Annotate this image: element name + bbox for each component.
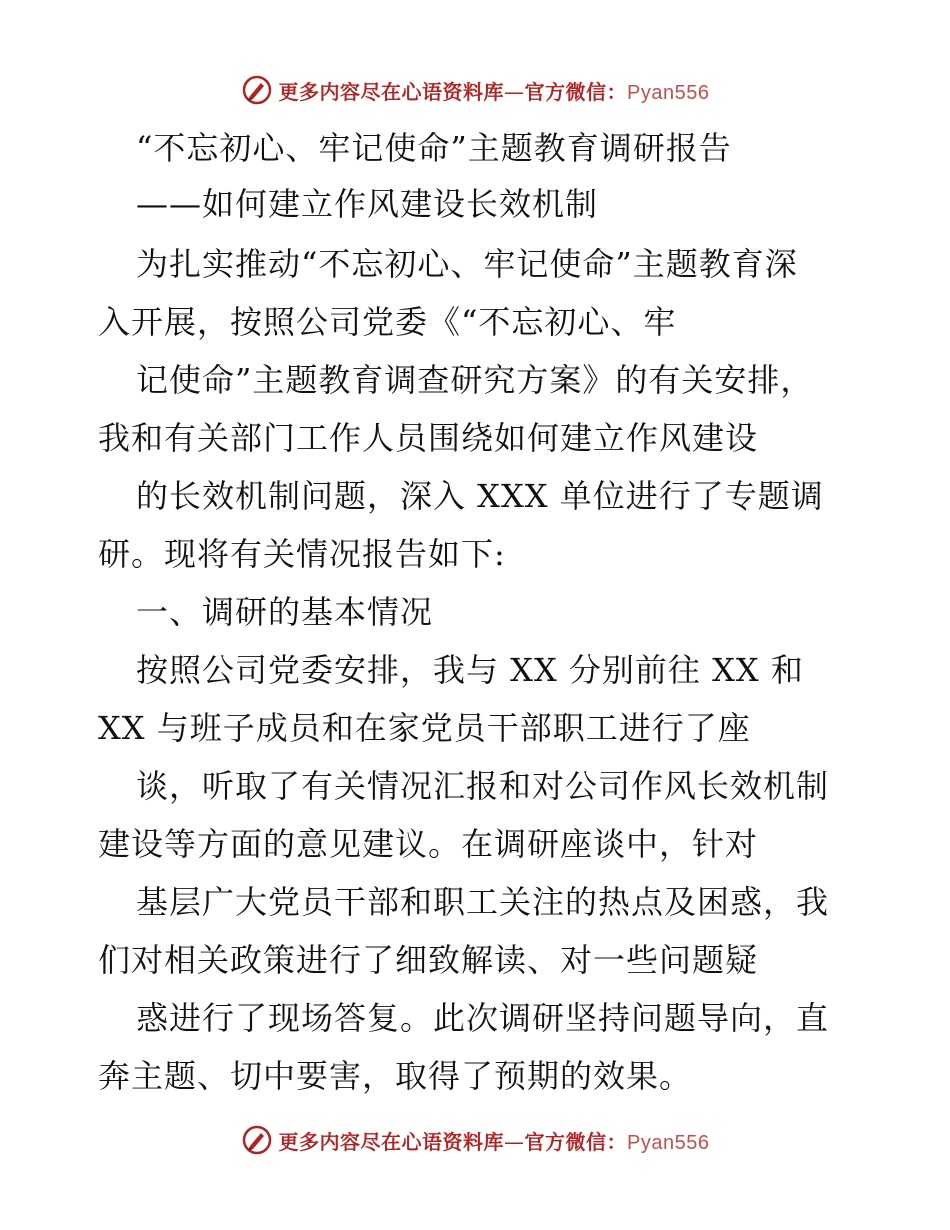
document-subtitle: ——如何建立作风建设长效机制	[136, 185, 599, 223]
watermark-wechat-id: Pyan556	[627, 81, 710, 104]
paragraph-line: 入开展，按照公司党委《“不忘初心、牢	[98, 303, 677, 341]
pen-logo-icon	[241, 74, 273, 106]
paragraph-line: 研。现将有关情况报告如下:	[98, 535, 506, 573]
paragraph-line: XX 与班子成员和在家党员干部职工进行了座	[98, 709, 751, 747]
paragraph-line: 基层广大党员干部和职工关注的热点及困惑，我	[136, 883, 830, 921]
paragraph-line: 们对相关政策进行了细致解读、对一些问题疑	[98, 941, 759, 979]
section-heading: 一、调研的基本情况	[136, 593, 434, 631]
watermark-main-text: 更多内容尽在心语资料库	[278, 1129, 505, 1154]
paragraph-line: 的长效机制问题，深入 XXX 单位进行了专题调	[136, 477, 824, 515]
paragraph-line: 我和有关部门工作人员围绕如何建立作风建设	[98, 419, 759, 457]
watermark-dash: —	[504, 1129, 525, 1154]
paragraph-line: 奔主题、切中要害，取得了预期的效果。	[98, 1057, 693, 1095]
pen-logo-icon	[241, 1124, 273, 1156]
watermark-wechat-id: Pyan556	[627, 1131, 710, 1154]
watermark-header	[0, 70, 950, 110]
paragraph-line: 记使命”主题教育调查研究方案》的有关安排，	[136, 361, 814, 399]
watermark-sub-text: 官方微信：	[524, 1129, 628, 1154]
paragraph-line: 为扎实推动“不忘初心、牢记使命”主题教育深	[136, 245, 798, 283]
watermark-footer	[0, 1120, 950, 1160]
watermark-main-text: 更多内容尽在心语资料库	[278, 79, 505, 104]
watermark-dash: —	[504, 79, 525, 104]
paragraph-line: 谈，听取了有关情况汇报和对公司作风长效机制	[136, 767, 830, 805]
document-title: “不忘初心、牢记使命”主题教育调研报告	[136, 129, 732, 167]
watermark-sub-text: 官方微信：	[524, 79, 628, 104]
paragraph-line: 惑进行了现场答复。此次调研坚持问题导向，直	[136, 999, 830, 1037]
paragraph-line: 按照公司党委安排，我与 XX 分别前往 XX 和	[136, 651, 804, 689]
paragraph-line: 建设等方面的意见建议。在调研座谈中，针对	[98, 825, 759, 863]
